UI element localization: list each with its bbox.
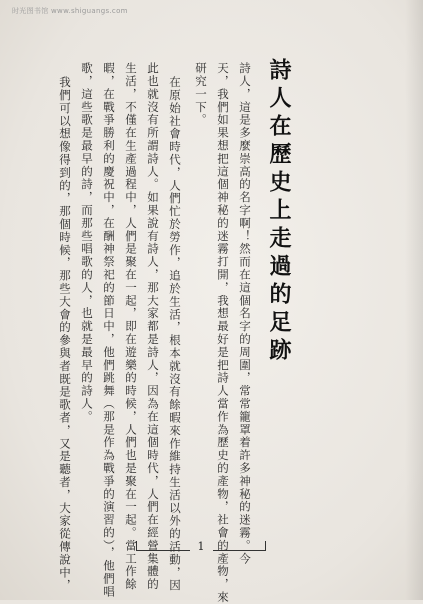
text-column: 在原始社會時代，人們忙於勞作，追於生活，根本就沒有餘暇來作維持生活以外的活動，因: [168, 76, 182, 592]
page-number: 1: [197, 539, 205, 553]
watermark-text: 时光图书馆 www.shiguangs.com: [12, 7, 128, 15]
text-column: 暇，在戰爭勝利的慶祝中，在酬神祭祀的節日中，他們跳舞（那是作為戰爭的演習的），他們唱: [102, 62, 116, 599]
page-marker-rule-left: [136, 541, 190, 551]
text-column: 歌，這些歌是最早的詩，而那些唱歌的人，也就是最早的詩人。: [80, 62, 94, 424]
text-column: 此也就沒有所謂詩人。如果說有詩人，那大家都是詩人，因為在這個時代，人們在經營集體的: [146, 62, 160, 591]
page-marker-rule-right: [213, 541, 267, 551]
page-edge-shadow: [405, 0, 423, 600]
text-column: 我們可以想像得到的，那個時候，那些大會的參與者既是歌者，又是聽者，大家從傳說中，: [58, 76, 72, 592]
text-column: 詩人，這是多麼崇高的名字啊！然而在這個名字的周圍，常常籠罩着許多神秘的迷霧。今: [238, 62, 252, 566]
text-column: 生活，不僅在生產過程中，人們是聚在一起，即在遊樂的時候，人們也是聚在一起。當工作餘: [124, 62, 138, 591]
text-column: 天，我們如果想把這個神秘的迷霧打開，我想最好是把詩人當作為歷史的產物，社會的產物，來: [216, 62, 230, 604]
page-number-marker: [136, 538, 266, 554]
text-column: 研究一下。: [194, 62, 208, 127]
chapter-title: 詩人在歷史上走過的足跡: [266, 58, 292, 366]
